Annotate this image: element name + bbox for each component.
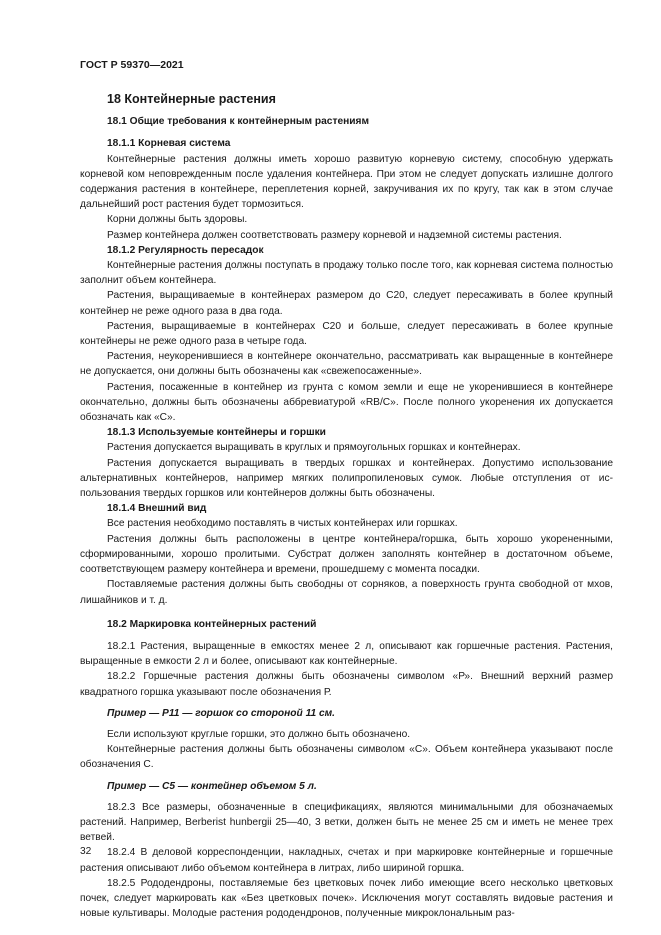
section-title: 18 Контейнерные растения xyxy=(107,92,276,106)
paragraph: Растения, неукоренившиеся в контейнере окончательно, рассматривать как выращенные в контейнере не допускается, они должны быть обозначены как «свежепосаженные». xyxy=(80,351,613,378)
paragraph: Контейнерные растения должны иметь хорошо развитую корневую систему, способную удержать корневой ком неповрежденным после удаления контейнера. При этом не следует допускать излишне долгого содержания растения в контейнере, переплетения корней, закручивания их по кругу, так как в этом случае дальнейший рост растения будет тормозиться. xyxy=(80,153,613,211)
subsection-title-18-2: 18.2 Маркировка контейнерных растений xyxy=(107,618,317,630)
paragraph: 18.2.1 Растения, выращенные в емкостях менее 2 л, описывают как горшечные растения. Растения, выращенные в емкости 2 л и более, описывают как контейнерные. xyxy=(80,640,613,668)
example-note: Пример — Р11 — горшок со стороной 11 см. xyxy=(107,707,336,719)
paragraph: Корни должны быть здоровы. xyxy=(107,214,248,226)
example-note: Пример — С5 — контейнер объемом 5 л. xyxy=(107,780,317,792)
clause-title-18-1-3: 18.1.3 Используемые контейнеры и горшки xyxy=(107,427,326,439)
paragraph: Растения допускается выращивать в круглых и прямоугольных горшках и контейнерах. xyxy=(107,442,521,454)
paragraph: Растения, выращиваемые в контейнерах С20 и больше, следует пересаживать в более крупные контейнеры не реже одного раза в четыре года. xyxy=(80,320,613,348)
paragraph: Растения, выращиваемые в контейнерах размером до С20, следует пересаживать в более крупный контейнер не реже одного раза в два года. xyxy=(80,290,613,317)
paragraph: Контейнерные растения должны поступать в продажу только после того, как корневая система полностью заполнит объем контейнера. xyxy=(80,260,613,287)
document-body xyxy=(80,92,613,921)
paragraph: Растения, посаженные в контейнер из грунта с комом земли и еще не укоренившиеся в контейнере окончательно, должны быть обозначены аббревиатурой «RB/C». После полного укоренения их допускается обозначать как «С». xyxy=(80,381,613,424)
paragraph: 18.2.5 Рододендроны, поставляемые без цветковых почек либо имеющие всего несколько цветковых почек, следует маркировать как «Без цветковых почек». Исключения могут составлять видовые растения и новые культивары. Молодые растения рододендронов, полученные микроклональным раз- xyxy=(80,877,613,920)
paragraph: 18.2.2 Горшечные растения должны быть обозначены символом «Р». Внешний верхний размер квадратного горшка указывают после обозначения Р. xyxy=(80,671,613,698)
clause-title-18-1-4: 18.1.4 Внешний вид xyxy=(107,503,207,515)
paragraph: 18.2.4 В деловой корреспонденции, накладных, счетах и при маркировке контейнерные и горшечные растения описывают либо объемом контейнера в литрах, либо шириной горшка. xyxy=(80,847,613,874)
paragraph: 18.2.3 Все размеры, обозначенные в спецификациях, являются минимальными для обозначаемых растений. Например, Berberist hunbergii 25—40, 3 ветки, должен быть не менее 25 см и иметь не менее трех ветвей. xyxy=(80,801,613,844)
paragraph: Контейнерные растения должны быть обозначены символом «С». Объем контейнера указывают после обозначения С. xyxy=(80,744,613,771)
paragraph: Размер контейнера должен соответствовать размеру корневой и надземной системы растения. xyxy=(107,229,562,241)
page-number: 32 xyxy=(80,846,92,857)
clause-title-18-1-1: 18.1.1 Корневая система xyxy=(107,138,231,150)
subsection-title-18-1: 18.1 Общие требования к контейнерным растениям xyxy=(107,116,370,128)
paragraph: Поставляемые растения должны быть свободны от сорняков, а поверхность грунта свободной от мхов, лишайников и т. д. xyxy=(80,579,613,606)
document-header: ГОСТ Р 59370—2021 xyxy=(80,59,184,71)
paragraph: Все растения необходимо поставлять в чистых контейнерах или горшках. xyxy=(107,518,458,530)
paragraph: Если используют круглые горшки, это должно быть обозначено. xyxy=(107,728,411,740)
paragraph: Растения должны быть расположены в центре контейнера/горшка, быть хорошо укорененными, сформированными, хорошо пролитыми. Субстрат должен заполнять контейнер в достаточном объеме, соответствующем размеру контейнера и времени, прошедшему с момента посадки. xyxy=(80,533,613,576)
clause-title-18-1-2: 18.1.2 Регулярность пересадок xyxy=(107,244,264,256)
paragraph: Растения допускается выращивать в твердых горшках и контейнерах. Допустимо использование альтернативных контейнеров, например мягких полипропиленовых сумок. Любые отступления от использования твердых горшков или контейнеров должны быть обозначены. xyxy=(80,457,613,500)
